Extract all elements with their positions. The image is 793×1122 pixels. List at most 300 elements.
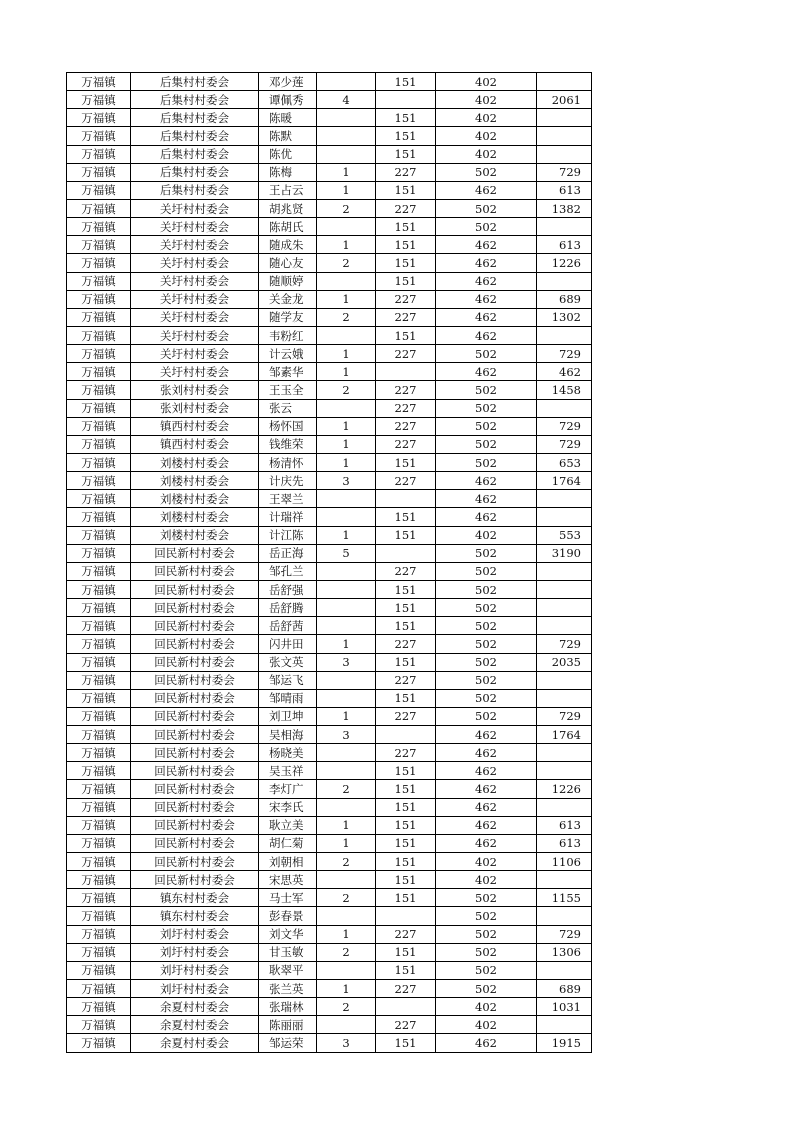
name-cell: 刘卫坤 [259, 707, 317, 725]
amount-b-cell: 462 [436, 1034, 537, 1052]
table-row [67, 689, 592, 707]
amount-a-cell: 151 [376, 218, 436, 236]
count-cell: 1 [317, 635, 376, 653]
total-cell [537, 744, 592, 762]
amount-b-cell: 502 [436, 925, 537, 943]
table-row [67, 853, 592, 871]
total-cell: 613 [537, 816, 592, 834]
town-cell: 万福镇 [67, 490, 131, 508]
name-cell: 闪井田 [259, 635, 317, 653]
amount-b-cell: 462 [436, 508, 537, 526]
amount-a-cell: 151 [376, 871, 436, 889]
count-cell: 1 [317, 435, 376, 453]
table-row [67, 199, 592, 217]
name-cell: 王占云 [259, 181, 317, 199]
amount-b-cell: 462 [436, 798, 537, 816]
amount-b-cell: 502 [436, 345, 537, 363]
table-row [67, 308, 592, 326]
amount-b-cell: 502 [436, 707, 537, 725]
total-cell: 1226 [537, 254, 592, 272]
amount-a-cell: 151 [376, 798, 436, 816]
village-committee-cell: 镇东村村委会 [131, 907, 259, 925]
amount-b-cell: 402 [436, 109, 537, 127]
name-cell: 胡兆贤 [259, 199, 317, 217]
count-cell: 3 [317, 472, 376, 490]
town-cell: 万福镇 [67, 980, 131, 998]
table-row [67, 490, 592, 508]
amount-a-cell: 151 [376, 508, 436, 526]
count-cell [317, 671, 376, 689]
amount-a-cell: 227 [376, 308, 436, 326]
amount-b-cell: 502 [436, 417, 537, 435]
amount-b-cell: 502 [436, 689, 537, 707]
count-cell [317, 490, 376, 508]
count-cell: 2 [317, 889, 376, 907]
village-committee-cell: 回民新村村委会 [131, 834, 259, 852]
count-cell: 4 [317, 91, 376, 109]
total-cell: 729 [537, 417, 592, 435]
table-row [67, 998, 592, 1016]
town-cell: 万福镇 [67, 889, 131, 907]
total-cell: 1302 [537, 308, 592, 326]
village-committee-cell: 回民新村村委会 [131, 544, 259, 562]
amount-a-cell: 227 [376, 1016, 436, 1034]
amount-b-cell: 462 [436, 254, 537, 272]
name-cell: 陈优 [259, 145, 317, 163]
town-cell: 万福镇 [67, 599, 131, 617]
table-row [67, 798, 592, 816]
amount-b-cell: 462 [436, 181, 537, 199]
total-cell [537, 490, 592, 508]
table-row [67, 726, 592, 744]
village-committee-cell: 刘圩村村委会 [131, 925, 259, 943]
village-committee-cell: 后集村村委会 [131, 109, 259, 127]
name-cell: 岳舒腾 [259, 599, 317, 617]
name-cell: 随心友 [259, 254, 317, 272]
amount-a-cell: 151 [376, 127, 436, 145]
town-cell: 万福镇 [67, 199, 131, 217]
amount-b-cell: 502 [436, 889, 537, 907]
count-cell: 1 [317, 236, 376, 254]
amount-a-cell: 151 [376, 272, 436, 290]
total-cell: 2061 [537, 91, 592, 109]
amount-b-cell: 402 [436, 526, 537, 544]
amount-a-cell: 227 [376, 399, 436, 417]
name-cell: 陈丽丽 [259, 1016, 317, 1034]
amount-a-cell: 151 [376, 580, 436, 598]
village-committee-cell: 后集村村委会 [131, 127, 259, 145]
village-committee-cell: 回民新村村委会 [131, 689, 259, 707]
town-cell: 万福镇 [67, 617, 131, 635]
name-cell: 杨晓美 [259, 744, 317, 762]
total-cell: 1915 [537, 1034, 592, 1052]
count-cell [317, 689, 376, 707]
amount-b-cell: 502 [436, 381, 537, 399]
village-committee-cell: 刘楼村村委会 [131, 508, 259, 526]
village-committee-cell: 刘圩村村委会 [131, 961, 259, 979]
town-cell: 万福镇 [67, 163, 131, 181]
total-cell: 653 [537, 453, 592, 471]
name-cell: 张云 [259, 399, 317, 417]
town-cell: 万福镇 [67, 381, 131, 399]
town-cell: 万福镇 [67, 762, 131, 780]
amount-b-cell: 402 [436, 853, 537, 871]
total-cell [537, 272, 592, 290]
amount-b-cell: 402 [436, 998, 537, 1016]
total-cell: 1458 [537, 381, 592, 399]
table-row [67, 762, 592, 780]
town-cell: 万福镇 [67, 363, 131, 381]
amount-a-cell [376, 363, 436, 381]
count-cell: 1 [317, 925, 376, 943]
amount-a-cell: 227 [376, 707, 436, 725]
town-cell: 万福镇 [67, 907, 131, 925]
count-cell: 2 [317, 780, 376, 798]
town-cell: 万福镇 [67, 925, 131, 943]
amount-a-cell: 151 [376, 145, 436, 163]
name-cell: 邹晴雨 [259, 689, 317, 707]
village-committee-cell: 刘楼村村委会 [131, 490, 259, 508]
amount-a-cell: 227 [376, 472, 436, 490]
town-cell: 万福镇 [67, 671, 131, 689]
amount-b-cell: 462 [436, 272, 537, 290]
total-cell [537, 617, 592, 635]
total-cell: 1226 [537, 780, 592, 798]
town-cell: 万福镇 [67, 635, 131, 653]
table-row [67, 218, 592, 236]
amount-b-cell: 502 [436, 580, 537, 598]
name-cell: 计庆先 [259, 472, 317, 490]
name-cell: 李灯广 [259, 780, 317, 798]
table-row [67, 345, 592, 363]
total-cell [537, 580, 592, 598]
village-committee-cell: 关圩村村委会 [131, 218, 259, 236]
village-committee-cell: 刘圩村村委会 [131, 980, 259, 998]
table-row [67, 73, 592, 91]
table-row [67, 544, 592, 562]
town-cell: 万福镇 [67, 943, 131, 961]
total-cell [537, 1016, 592, 1034]
town-cell: 万福镇 [67, 544, 131, 562]
total-cell [537, 599, 592, 617]
table-row [67, 961, 592, 979]
count-cell [317, 272, 376, 290]
count-cell [317, 599, 376, 617]
name-cell: 吴玉祥 [259, 762, 317, 780]
name-cell: 钱维荣 [259, 435, 317, 453]
total-cell: 3190 [537, 544, 592, 562]
town-cell: 万福镇 [67, 145, 131, 163]
name-cell: 关金龙 [259, 290, 317, 308]
total-cell: 689 [537, 980, 592, 998]
village-committee-cell: 回民新村村委会 [131, 580, 259, 598]
village-committee-cell: 关圩村村委会 [131, 326, 259, 344]
total-cell: 613 [537, 181, 592, 199]
amount-b-cell: 462 [436, 326, 537, 344]
amount-b-cell: 402 [436, 1016, 537, 1034]
amount-b-cell: 462 [436, 780, 537, 798]
name-cell: 谭佩秀 [259, 91, 317, 109]
town-cell: 万福镇 [67, 326, 131, 344]
total-cell: 613 [537, 236, 592, 254]
count-cell: 1 [317, 345, 376, 363]
town-cell: 万福镇 [67, 961, 131, 979]
amount-b-cell: 462 [436, 363, 537, 381]
total-cell [537, 961, 592, 979]
amount-b-cell: 502 [436, 562, 537, 580]
town-cell: 万福镇 [67, 91, 131, 109]
village-committee-cell: 关圩村村委会 [131, 308, 259, 326]
name-cell: 宋李氏 [259, 798, 317, 816]
table-row [67, 472, 592, 490]
amount-b-cell: 462 [436, 472, 537, 490]
amount-b-cell: 502 [436, 453, 537, 471]
amount-a-cell: 151 [376, 236, 436, 254]
name-cell: 韦粉红 [259, 326, 317, 344]
amount-a-cell: 151 [376, 254, 436, 272]
total-cell: 2035 [537, 653, 592, 671]
total-cell: 1306 [537, 943, 592, 961]
village-committee-cell: 回民新村村委会 [131, 671, 259, 689]
table-row [67, 907, 592, 925]
table-row [67, 381, 592, 399]
total-cell: 1382 [537, 199, 592, 217]
count-cell [317, 218, 376, 236]
village-committee-cell: 后集村村委会 [131, 91, 259, 109]
count-cell: 5 [317, 544, 376, 562]
village-committee-cell: 关圩村村委会 [131, 236, 259, 254]
amount-a-cell: 151 [376, 526, 436, 544]
village-committee-cell: 镇西村村委会 [131, 435, 259, 453]
amount-b-cell: 502 [436, 635, 537, 653]
amount-a-cell [376, 726, 436, 744]
table-row [67, 744, 592, 762]
count-cell: 1 [317, 181, 376, 199]
amount-a-cell: 227 [376, 744, 436, 762]
town-cell: 万福镇 [67, 345, 131, 363]
count-cell: 3 [317, 726, 376, 744]
town-cell: 万福镇 [67, 580, 131, 598]
amount-b-cell: 502 [436, 980, 537, 998]
table-row [67, 163, 592, 181]
count-cell: 1 [317, 363, 376, 381]
town-cell: 万福镇 [67, 562, 131, 580]
amount-a-cell [376, 907, 436, 925]
amount-b-cell: 402 [436, 871, 537, 889]
amount-b-cell: 462 [436, 490, 537, 508]
village-committee-cell: 余夏村村委会 [131, 1016, 259, 1034]
total-cell: 1764 [537, 472, 592, 490]
amount-b-cell: 462 [436, 762, 537, 780]
count-cell: 2 [317, 308, 376, 326]
table-row [67, 780, 592, 798]
amount-a-cell: 151 [376, 599, 436, 617]
town-cell: 万福镇 [67, 453, 131, 471]
table-row [67, 617, 592, 635]
name-cell: 杨怀国 [259, 417, 317, 435]
table-row [67, 707, 592, 725]
table-row [67, 109, 592, 127]
amount-b-cell: 402 [436, 73, 537, 91]
amount-a-cell: 151 [376, 453, 436, 471]
amount-a-cell [376, 91, 436, 109]
name-cell: 彭春景 [259, 907, 317, 925]
table-row [67, 580, 592, 598]
amount-b-cell: 462 [436, 834, 537, 852]
count-cell [317, 399, 376, 417]
amount-a-cell: 151 [376, 73, 436, 91]
count-cell: 1 [317, 290, 376, 308]
count-cell [317, 871, 376, 889]
table-row [67, 363, 592, 381]
name-cell: 胡仁菊 [259, 834, 317, 852]
total-cell [537, 871, 592, 889]
table-row [67, 1034, 592, 1052]
amount-b-cell: 402 [436, 91, 537, 109]
table-row [67, 925, 592, 943]
name-cell: 张文英 [259, 653, 317, 671]
amount-a-cell: 151 [376, 617, 436, 635]
town-cell: 万福镇 [67, 399, 131, 417]
name-cell: 陈默 [259, 127, 317, 145]
amount-a-cell: 151 [376, 653, 436, 671]
total-cell: 729 [537, 707, 592, 725]
amount-a-cell [376, 998, 436, 1016]
town-cell: 万福镇 [67, 181, 131, 199]
count-cell: 2 [317, 998, 376, 1016]
table-body [67, 73, 592, 1053]
village-committee-cell: 刘楼村村委会 [131, 453, 259, 471]
total-cell [537, 689, 592, 707]
count-cell: 2 [317, 199, 376, 217]
count-cell: 1 [317, 834, 376, 852]
amount-a-cell: 227 [376, 290, 436, 308]
name-cell: 陈胡氏 [259, 218, 317, 236]
table-row [67, 453, 592, 471]
total-cell: 729 [537, 345, 592, 363]
name-cell: 陈暖 [259, 109, 317, 127]
town-cell: 万福镇 [67, 254, 131, 272]
name-cell: 耿翠平 [259, 961, 317, 979]
village-committee-cell: 关圩村村委会 [131, 345, 259, 363]
village-committee-cell: 回民新村村委会 [131, 798, 259, 816]
total-cell: 1031 [537, 998, 592, 1016]
village-committee-cell: 关圩村村委会 [131, 254, 259, 272]
total-cell: 462 [537, 363, 592, 381]
amount-b-cell: 502 [436, 961, 537, 979]
name-cell: 岳舒强 [259, 580, 317, 598]
village-committee-cell: 刘楼村村委会 [131, 472, 259, 490]
total-cell: 729 [537, 635, 592, 653]
table-row [67, 417, 592, 435]
village-committee-cell: 回民新村村委会 [131, 726, 259, 744]
count-cell [317, 580, 376, 598]
amount-a-cell: 227 [376, 345, 436, 363]
total-cell: 613 [537, 834, 592, 852]
amount-a-cell: 151 [376, 853, 436, 871]
name-cell: 邓少莲 [259, 73, 317, 91]
name-cell: 杨清怀 [259, 453, 317, 471]
amount-a-cell: 151 [376, 889, 436, 907]
amount-b-cell: 502 [436, 544, 537, 562]
count-cell: 3 [317, 1034, 376, 1052]
village-committee-cell: 关圩村村委会 [131, 272, 259, 290]
name-cell: 甘玉敏 [259, 943, 317, 961]
amount-a-cell: 151 [376, 1034, 436, 1052]
table-row [67, 435, 592, 453]
amount-a-cell [376, 544, 436, 562]
table-row [67, 181, 592, 199]
village-committee-cell: 张刘村村委会 [131, 381, 259, 399]
amount-a-cell: 227 [376, 381, 436, 399]
village-committee-cell: 后集村村委会 [131, 145, 259, 163]
count-cell: 2 [317, 943, 376, 961]
amount-a-cell: 151 [376, 816, 436, 834]
table-row [67, 254, 592, 272]
town-cell: 万福镇 [67, 127, 131, 145]
table-row [67, 889, 592, 907]
table-row [67, 272, 592, 290]
amount-b-cell: 502 [436, 435, 537, 453]
town-cell: 万福镇 [67, 236, 131, 254]
amount-a-cell: 151 [376, 181, 436, 199]
name-cell: 邹运飞 [259, 671, 317, 689]
town-cell: 万福镇 [67, 853, 131, 871]
total-cell [537, 145, 592, 163]
name-cell: 刘文华 [259, 925, 317, 943]
town-cell: 万福镇 [67, 689, 131, 707]
count-cell: 2 [317, 381, 376, 399]
amount-a-cell: 151 [376, 762, 436, 780]
village-committee-cell: 回民新村村委会 [131, 599, 259, 617]
amount-b-cell: 502 [436, 199, 537, 217]
village-committee-cell: 镇西村村委会 [131, 417, 259, 435]
table-row [67, 635, 592, 653]
name-cell: 随顺婷 [259, 272, 317, 290]
table-row [67, 508, 592, 526]
total-cell: 553 [537, 526, 592, 544]
name-cell: 张兰英 [259, 980, 317, 998]
town-cell: 万福镇 [67, 73, 131, 91]
count-cell [317, 326, 376, 344]
count-cell: 1 [317, 526, 376, 544]
name-cell: 岳舒茜 [259, 617, 317, 635]
total-cell: 729 [537, 925, 592, 943]
village-committee-cell: 回民新村村委会 [131, 562, 259, 580]
amount-a-cell: 151 [376, 109, 436, 127]
town-cell: 万福镇 [67, 109, 131, 127]
name-cell: 计云娥 [259, 345, 317, 363]
count-cell [317, 109, 376, 127]
amount-a-cell: 227 [376, 435, 436, 453]
count-cell: 1 [317, 453, 376, 471]
total-cell [537, 326, 592, 344]
town-cell: 万福镇 [67, 653, 131, 671]
table-row [67, 816, 592, 834]
total-cell [537, 907, 592, 925]
count-cell [317, 961, 376, 979]
table-row [67, 526, 592, 544]
town-cell: 万福镇 [67, 218, 131, 236]
village-committee-cell: 关圩村村委会 [131, 199, 259, 217]
amount-a-cell: 227 [376, 671, 436, 689]
village-committee-cell: 关圩村村委会 [131, 363, 259, 381]
count-cell [317, 1016, 376, 1034]
total-cell: 1106 [537, 853, 592, 871]
table-row [67, 980, 592, 998]
town-cell: 万福镇 [67, 780, 131, 798]
table-row [67, 943, 592, 961]
